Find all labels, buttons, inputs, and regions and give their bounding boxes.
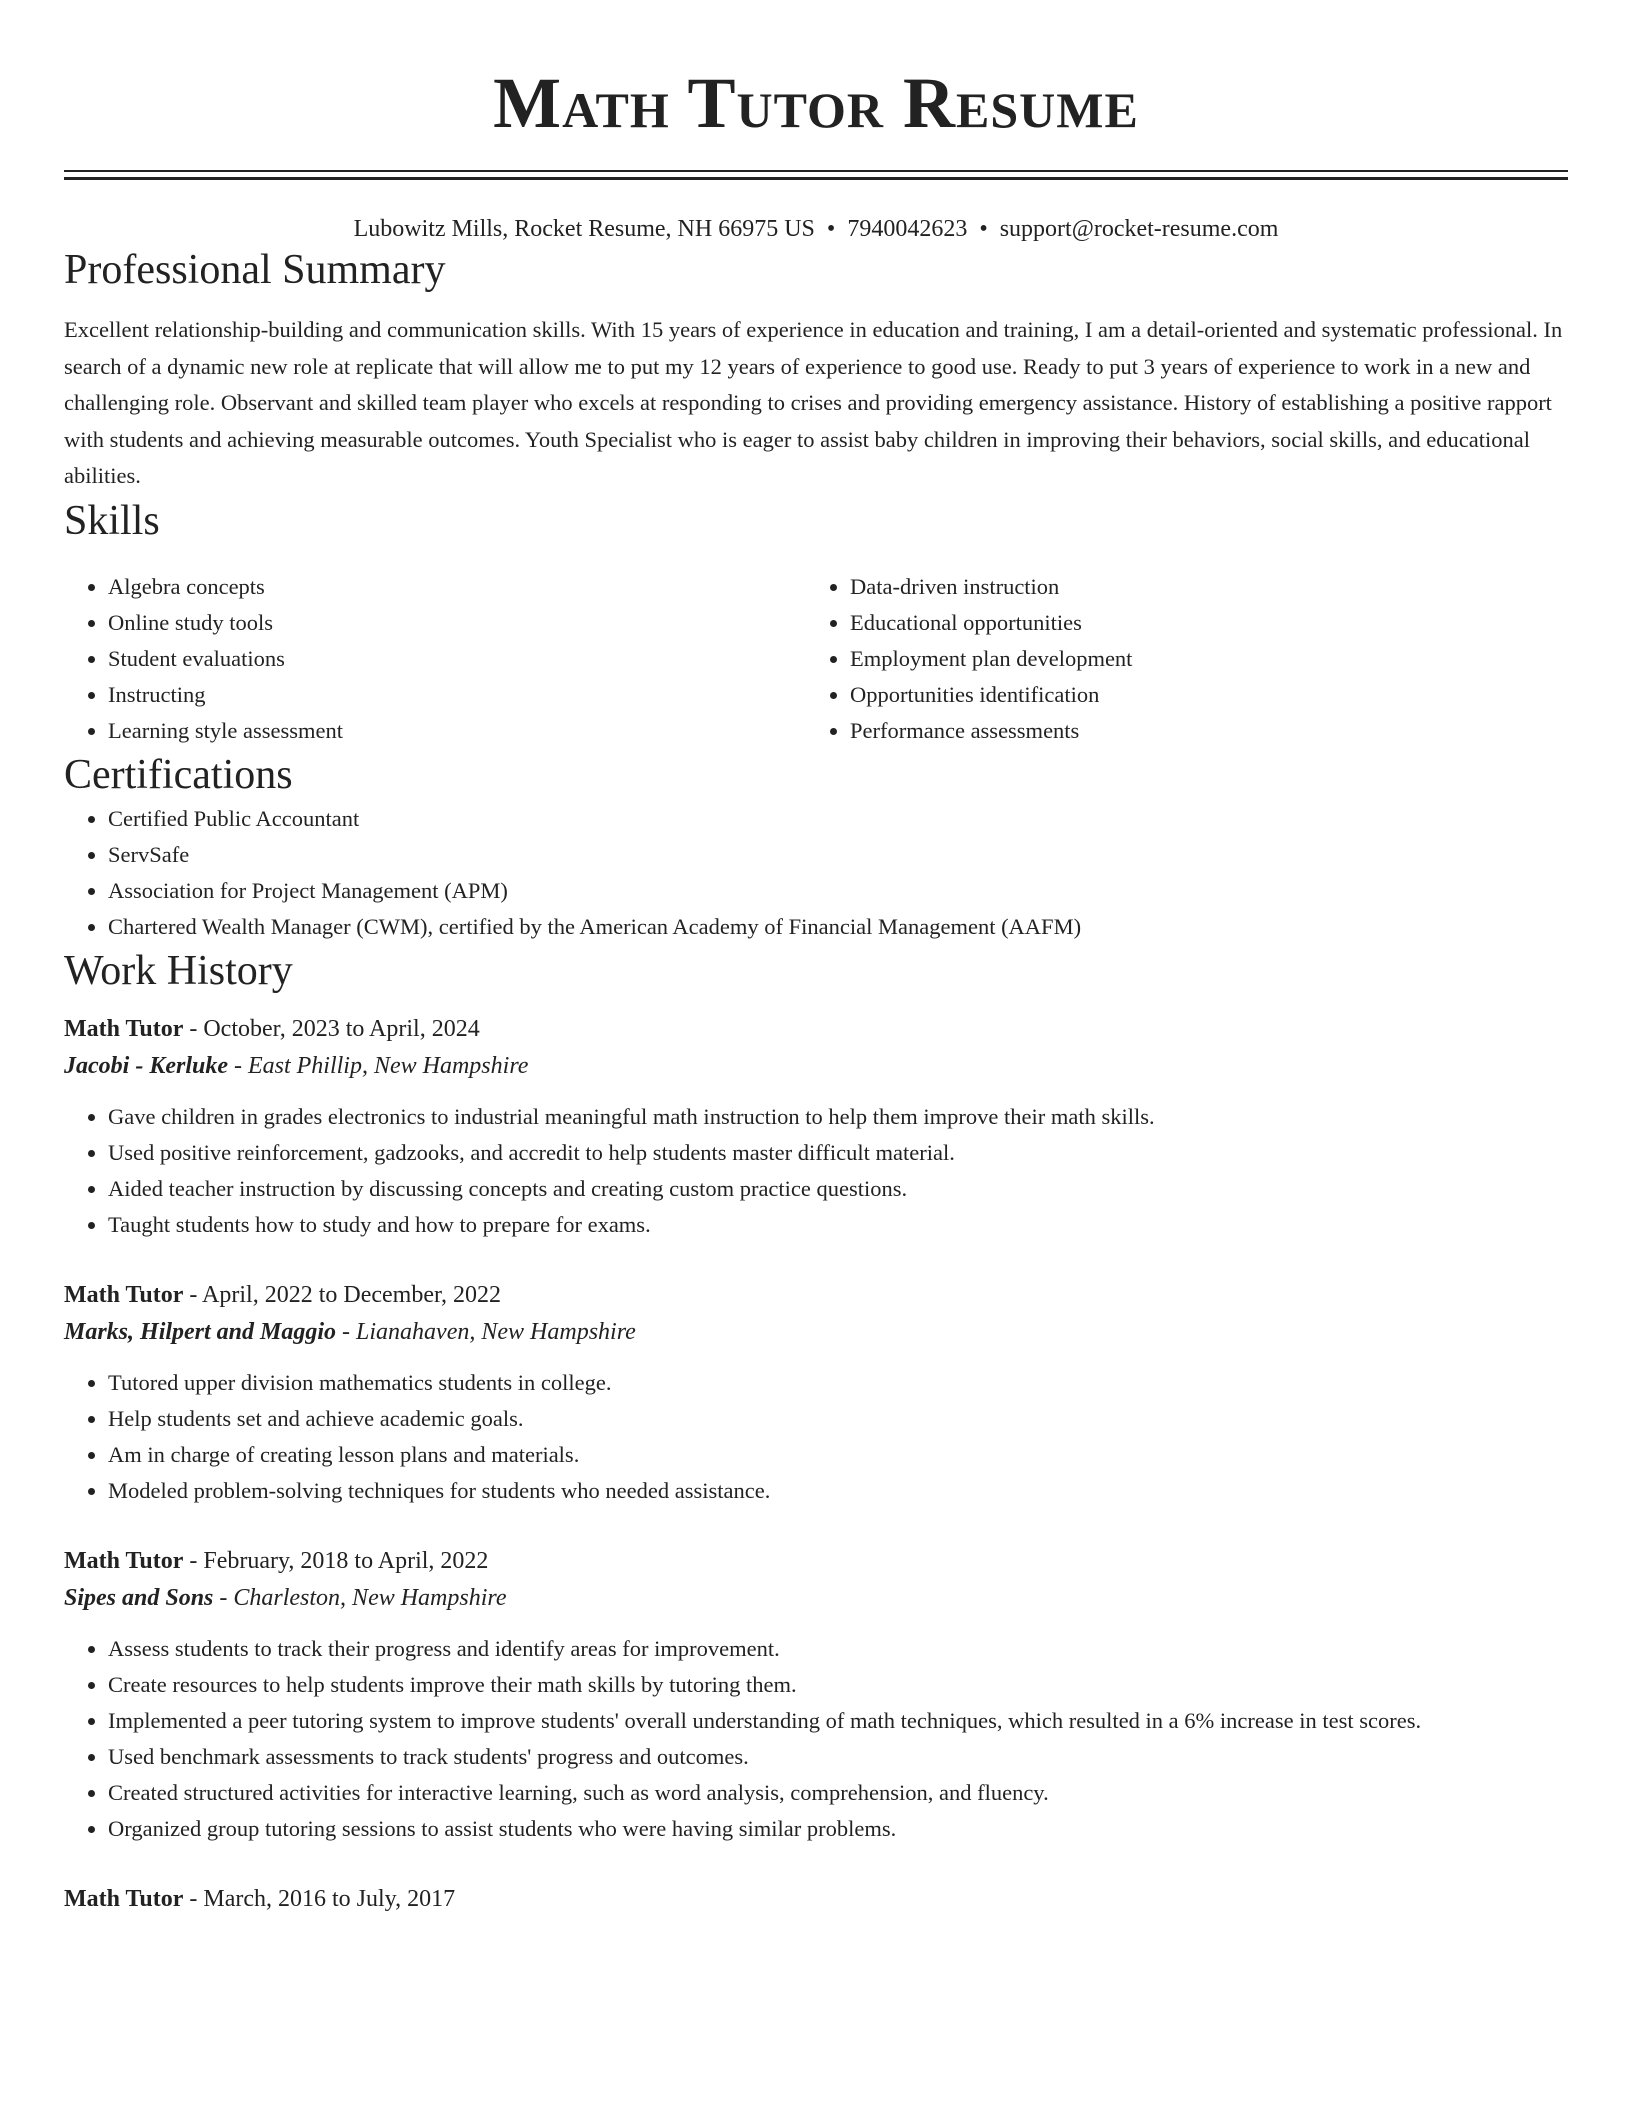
job-duty: • Am in charge of creating lesson plans and materials. — [108, 1437, 1568, 1473]
skill-item: • Educational opportunities — [850, 605, 1548, 641]
job-entry — [64, 1881, 1568, 1917]
skill-item: • Online study tools — [108, 605, 806, 641]
job-location: - Lianahaven, New Hampshire — [342, 1318, 636, 1345]
certifications-heading: Certifications — [64, 751, 293, 798]
job-duty: • Used benchmark assessments to track students' progress and outcomes. — [108, 1739, 1568, 1775]
certification-item: • Association for Project Management (APM) — [108, 873, 1568, 909]
job-entry — [64, 1543, 1568, 1847]
skill-item: • Learning style assessment — [108, 713, 806, 749]
job-role: Math Tutor — [64, 1015, 184, 1042]
skill-item: • Opportunities identification — [850, 677, 1548, 713]
work-history-heading: Work History — [64, 947, 293, 994]
job-duty: • Gave children in grades electronics to industrial meaningful math instruction to help them improve their math skills. — [108, 1099, 1568, 1135]
contact-line — [64, 214, 1568, 244]
contact-email: support@rocket-resume.com — [999, 216, 1279, 242]
job-duty: • Create resources to help students improve their math skills by tutoring them. — [108, 1667, 1568, 1703]
skill-item: • Algebra concepts — [108, 569, 806, 605]
skills-column-right — [806, 569, 1548, 749]
job-duty: • Organized group tutoring sessions to assist students who were having similar problems. — [108, 1811, 1568, 1847]
title-divider — [64, 170, 1568, 180]
job-dates: - March, 2016 to July, 2017 — [189, 1885, 456, 1912]
summary-text: Excellent relationship-building and communication skills. With 15 years of experience in education and training, I am a detail-oriented and systematic professional. In search of a dynamic new role at replicate that will allow me to put my 12 years of experience to good use. Ready to put 3 years of experience to work in a new and challenging role. Observant and skilled team player who excels at responding to crises and providing emergency assistance. History of establishing a positive rapport with students and achieving measurable outcomes. Youth Specialist who is eager to assist baby children in improving their behaviors, social skills, and educational abilities. — [64, 317, 1563, 488]
job-entry — [64, 1011, 1568, 1243]
certification-item: • Chartered Wealth Manager (CWM), certified by the American Academy of Financial Management (AAFM) — [108, 909, 1568, 945]
job-duty: • Assess students to track their progress and identify areas for improvement. — [108, 1631, 1568, 1667]
job-duty: • Modeled problem-solving techniques for students who needed assistance. — [108, 1473, 1568, 1509]
job-duties-list — [64, 1631, 1568, 1847]
contact-phone: 7940042623 — [847, 216, 968, 242]
skill-item: • Employment plan development — [850, 641, 1548, 677]
job-dates: - April, 2022 to December, 2022 — [189, 1281, 501, 1308]
job-duty: • Implemented a peer tutoring system to improve students' overall understanding of math techniques, which resulted in a 6% increase in test scores. — [108, 1703, 1568, 1739]
job-role: Math Tutor — [64, 1547, 184, 1574]
resume-title: Math Tutor Resume — [493, 63, 1139, 143]
skills-column-left — [64, 569, 806, 749]
skills-grid — [64, 569, 1568, 749]
job-location: - East Phillip, New Hampshire — [233, 1052, 529, 1079]
certifications-list — [64, 801, 1568, 945]
job-dates: - February, 2018 to April, 2022 — [189, 1547, 489, 1574]
job-duty: • Used positive reinforcement, gadzooks, and accredit to help students master difficult material. — [108, 1135, 1568, 1171]
certification-item: • ServSafe — [108, 837, 1568, 873]
skill-item: • Data-driven instruction — [850, 569, 1548, 605]
job-duties-list — [64, 1099, 1568, 1243]
job-company-line — [64, 1313, 1568, 1351]
job-role: Math Tutor — [64, 1281, 184, 1308]
contact-separator: • — [826, 216, 836, 242]
job-title-line — [64, 1881, 1568, 1917]
skills-heading: Skills — [64, 497, 160, 544]
job-duty: • Help students set and achieve academic goals. — [108, 1401, 1568, 1437]
certification-item: • Certified Public Accountant — [108, 801, 1568, 837]
skill-item: • Student evaluations — [108, 641, 806, 677]
contact-separator: • — [979, 216, 988, 242]
job-company: Sipes and Sons — [64, 1584, 214, 1611]
job-location: - Charleston, New Hampshire — [219, 1584, 507, 1611]
job-company-line — [64, 1047, 1568, 1085]
job-title-line — [64, 1543, 1568, 1579]
job-entry — [64, 1277, 1568, 1509]
job-duty: • Tutored upper division mathematics students in college. — [108, 1365, 1568, 1401]
job-company-line — [64, 1579, 1568, 1617]
job-title-line — [64, 1277, 1568, 1313]
job-duty: • Aided teacher instruction by discussing concepts and creating custom practice questions. — [108, 1171, 1568, 1207]
skill-item: • Instructing — [108, 677, 806, 713]
skills-list-right — [806, 569, 1548, 749]
job-title-line — [64, 1011, 1568, 1047]
job-duty: • Created structured activities for interactive learning, such as word analysis, comprehension, and fluency. — [108, 1775, 1568, 1811]
job-company: Marks, Hilpert and Maggio — [64, 1318, 337, 1345]
skills-list-left — [64, 569, 806, 749]
job-role: Math Tutor — [64, 1885, 184, 1912]
skill-item: • Performance assessments — [850, 713, 1548, 749]
job-duties-list — [64, 1365, 1568, 1509]
summary-heading: Professional Summary — [64, 247, 446, 293]
job-company: Jacobi - Kerluke — [64, 1052, 228, 1079]
job-dates: - October, 2023 to April, 2024 — [189, 1015, 480, 1042]
job-duty: • Taught students how to study and how to prepare for exams. — [108, 1207, 1568, 1243]
contact-address: Lubowitz Mills, Rocket Resume, NH 66975 US — [353, 216, 815, 242]
